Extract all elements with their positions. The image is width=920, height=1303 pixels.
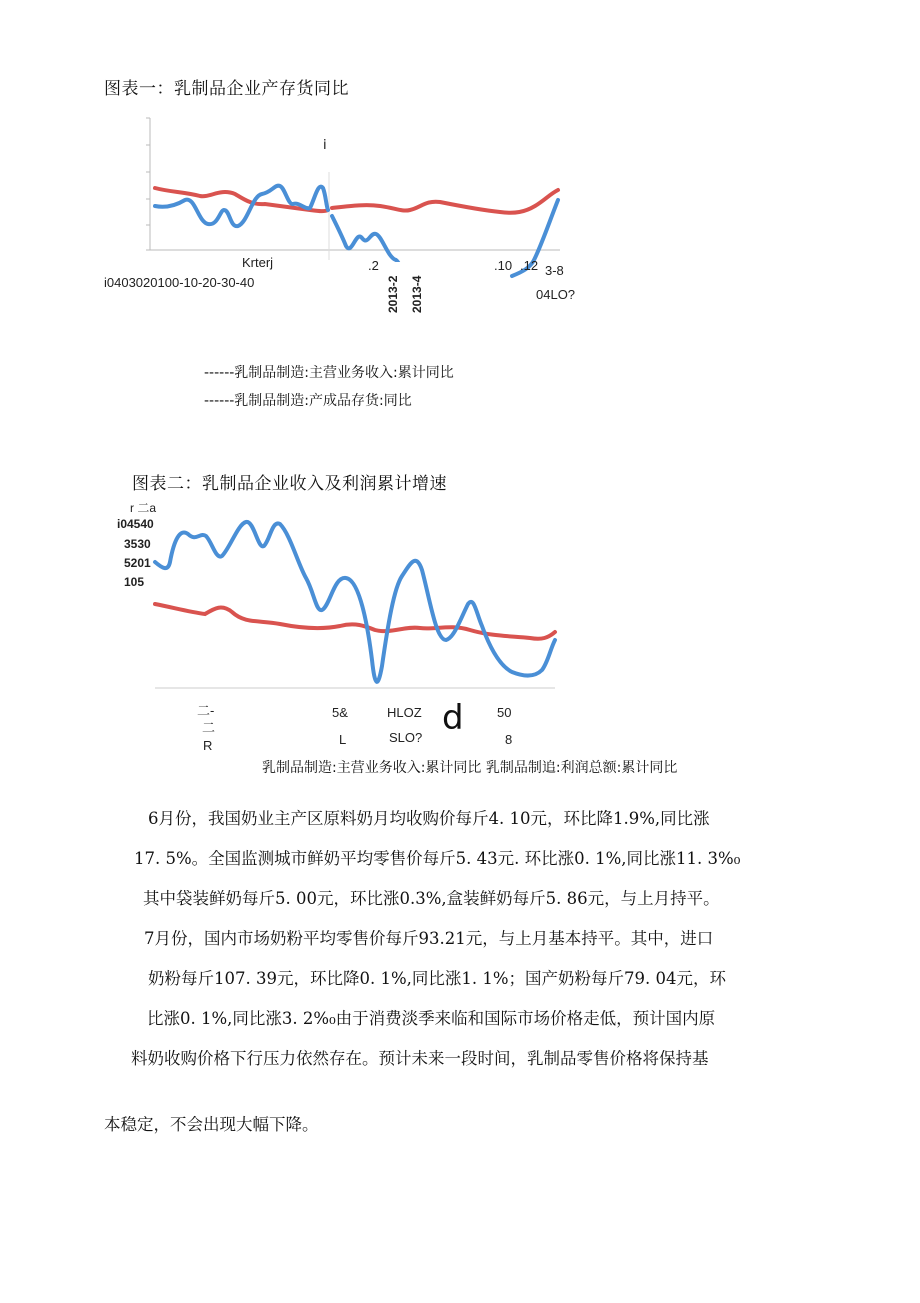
figure2-x-label-4: d [442,698,464,738]
figure2-x-label-3a: HLOZ [387,705,422,720]
figure1-stray-mark: i [323,138,327,153]
paragraph-line-7: 料奶收购价格下行压力依然存在。预计未来一段时间，乳制品零售价格将保持基 [131,1049,709,1068]
figure2-y-label-2: i04540 [117,517,154,531]
figure2-x-label-5a: 50 [497,705,512,720]
figure1-axis-text-bottom-left: i0403020100-10-20-30-40 [104,275,255,290]
figure1-rotated-label-1: 2013-2 [386,275,400,313]
figure2-x-label-3b: SLO? [389,730,423,745]
paragraph-line-3: 其中袋装鲜奶每斤5. 00元，环比涨0.3%,盒装鲜奶每斤5. 86元，与上月持平。 [143,889,720,908]
figure1-title: 图表一：乳制品企业产存货同比 [104,79,349,99]
figure2-x-label-2a: 5& [332,705,348,720]
figure2-legend: 乳制品制造:主营业务收入:累计同比 乳制品制追:利润总额:累计同比 [262,760,678,776]
figure2-y-label-3: 3530 [124,537,151,551]
figure1-tick-fragment-4: 3-8 [545,263,564,278]
figure2-red-series [155,604,555,639]
paragraph-line-6: 比涨0. 1%,同比涨3. 2%₀由于消费淡季来临和国际市场价格走低，预计国内原 [147,1009,716,1028]
figure1-axis-text-right: 04LO? [536,287,576,302]
figure2-blue-series [155,522,555,682]
figure1-tick-fragment-3: .12 [520,258,539,273]
paragraph-line-5: 奶粉每斤107. 39元，环比降0. 1%,同比涨1. 1%；国产奶粉每斤79. 04元，环 [148,969,727,988]
figure1-axis-text-left: Krterj [242,255,274,270]
figure2-title: 图表二：乳制品企业收入及利润累计增速 [132,474,447,494]
figure2-y-label-4: 5201 [124,556,151,570]
paragraph-line-4: 7月份，国内市场奶粉平均零售价每斤93.21元，与上月基本持平。其中，进口 [144,929,714,948]
figure2-y-label-1: r 二a [130,501,157,515]
figure2-y-label-5: 105 [124,575,145,589]
figure1-tick-fragment-1: .2 [368,258,379,273]
paragraph-line-2: 17. 5%。全国监测城市鲜奶平均零售价每斤5. 43元. 环比涨0. 1%,同比涨11. 3%₀ [134,849,741,868]
figure2-x-label-1c: R [203,738,213,753]
figure1-rotated-label-2: 2013-4 [410,275,424,313]
paragraph-line-8: 本稳定，不会出现大幅下降。 [104,1115,319,1134]
figure2-x-label-5b: 8 [505,732,513,747]
figure2-x-label-2b: L [339,732,347,747]
figure1-legend-1: ------乳制品制造:主营业务收入:累计同比 [204,365,454,381]
figure1-tick-fragment-2: .10 [494,258,513,273]
figure2-chart [150,520,560,700]
figure1-legend-2: ------乳制品制造:产成品存货:同比 [204,393,412,409]
figure2-x-label-1b: 二 [202,720,216,735]
figure2-x-label-1a: 二- [197,703,215,718]
paragraph-line-1: 6月份，我国奶业主产区原料奶月均收购价每斤4. 10元，环比降1.9%,同比涨 [148,809,710,828]
figure1-red-series-right [332,190,558,213]
